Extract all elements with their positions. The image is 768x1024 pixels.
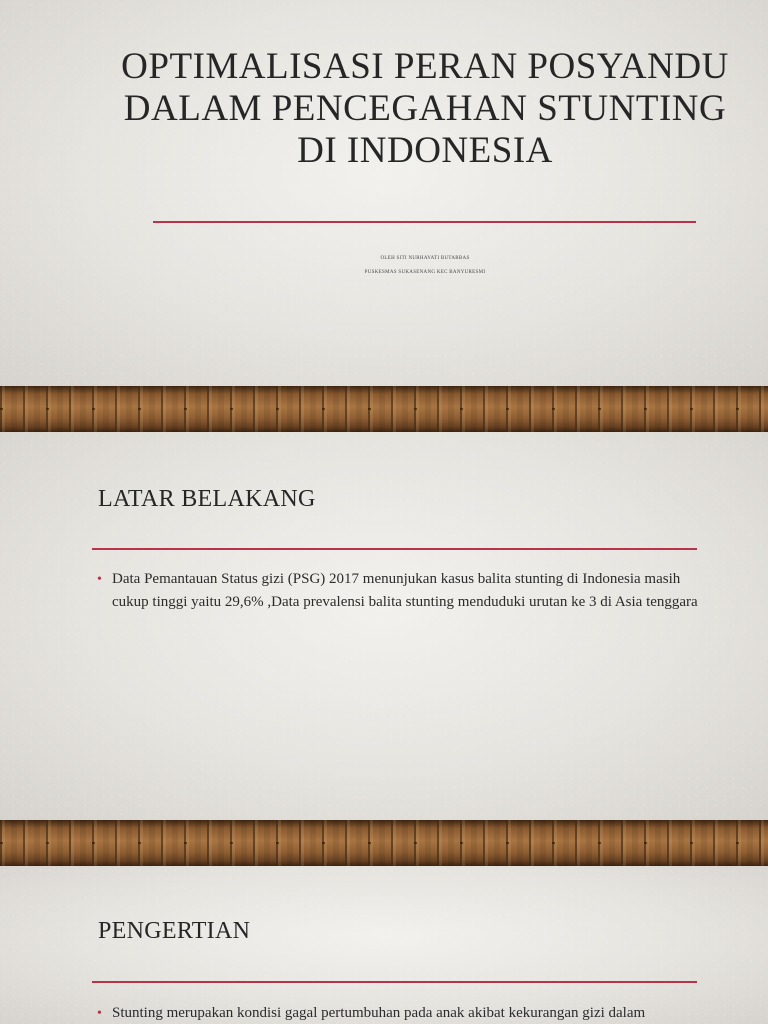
title-divider — [153, 221, 696, 223]
author-line: OLEH SITI NURHAYATI BUTARBAS — [380, 256, 470, 261]
slide-heading: PENGERTIAN — [98, 918, 251, 944]
slide-heading: LATAR BELAKANG — [98, 486, 316, 512]
slide-latar-belakang — [0, 432, 768, 820]
slide-title — [0, 0, 768, 386]
presentation-title: OPTIMALISASI PERAN POSYANDU DALAM PENCEGAHAN STUNTING DI INDONESIA — [121, 46, 729, 171]
wood-floor-separator — [0, 820, 768, 866]
wood-floor-separator — [0, 386, 768, 432]
institution-line: PUSKESMAS SUKASENANG KEC BANYURESMI — [364, 270, 486, 275]
bullet-text: Stunting merupakan kondisi gagal pertumbuhan pada anak akibat kekurangan gizi dalam — [112, 1005, 646, 1021]
list-item — [95, 568, 705, 614]
bullet-list — [95, 568, 705, 614]
heading-divider — [92, 981, 697, 983]
list-item — [95, 1002, 705, 1024]
bullet-icon: • — [97, 1006, 102, 1021]
bullet-text: Data Pemantauan Status gizi (PSG) 2017 menunjukan kasus balita stunting di Indonesia masih cukup tinggi yaitu 29,6% ,Data prevalensi balita stunting menduduki urutan ke 3 di Asia tenggara — [112, 571, 698, 610]
slide-pengertian — [0, 866, 768, 1024]
bullet-icon: • — [97, 572, 102, 587]
heading-divider — [92, 548, 697, 550]
bullet-list — [95, 1002, 705, 1024]
